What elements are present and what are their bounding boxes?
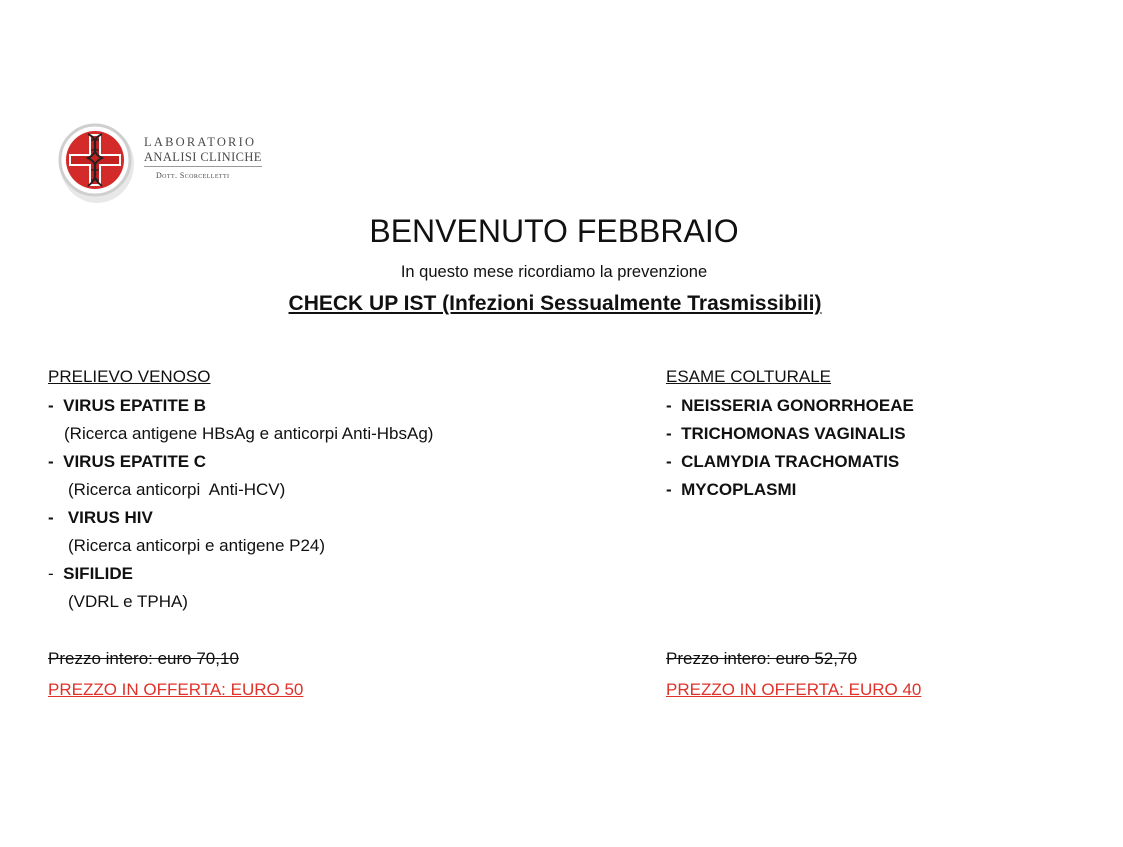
item-name: VIRUS EPATITE B	[63, 396, 207, 415]
item-name: TRICHOMONAS VAGINALIS	[681, 424, 906, 443]
left-item-1	[48, 396, 206, 416]
item-dash: -	[48, 452, 54, 471]
lab-logo	[58, 120, 278, 210]
lab-logo-text	[144, 135, 262, 180]
section-heading-colturale: ESAME COLTURALE	[666, 367, 832, 386]
right-item-2	[666, 424, 906, 444]
item-dash: -	[666, 480, 672, 499]
item-name: CLAMYDIA TRACHOMATIS	[681, 452, 900, 471]
item-name: SIFILIDE	[63, 564, 134, 583]
item-name: MYCOPLASMI	[681, 480, 797, 499]
page-title: BENVENUTO FEBBRAIO	[369, 213, 739, 249]
page-subtitle: In questo mese ricordiamo la prevenzione	[400, 263, 708, 281]
left-offer-price: PREZZO IN OFFERTA: EURO 50	[48, 680, 304, 699]
item-dash: -	[48, 564, 54, 583]
item-name: VIRUS HIV	[67, 508, 153, 527]
left-item-3-detail: (Ricerca anticorpi e antigene P24)	[68, 536, 326, 555]
item-dash: -	[666, 452, 672, 471]
item-dash: -	[48, 396, 54, 415]
left-item-3	[48, 508, 153, 528]
right-offer-price: PREZZO IN OFFERTA: EURO 40	[666, 680, 922, 699]
item-name: VIRUS EPATITE C	[63, 452, 207, 471]
left-item-4	[48, 564, 133, 584]
logo-line-laboratorio: LABORATORIO	[144, 135, 257, 149]
item-dash: -	[48, 508, 54, 527]
left-item-2-detail: (Ricerca anticorpi Anti-HCV)	[68, 480, 286, 499]
right-full-price: Prezzo intero: euro 52,70	[666, 649, 857, 668]
left-item-4-detail: (VDRL e TPHA)	[68, 592, 188, 611]
section-heading-prelievo: PRELIEVO VENOSO	[48, 367, 211, 386]
right-item-3	[666, 452, 899, 472]
item-dash: -	[666, 424, 672, 443]
left-item-2	[48, 452, 206, 472]
right-item-1	[666, 396, 914, 416]
item-name: NEISSERIA GONORRHOEAE	[681, 396, 914, 415]
item-dash: -	[666, 396, 672, 415]
logo-line-analisi: ANALISI CLINICHE	[144, 150, 262, 167]
logo-line-doctor: Dott. Scorcelletti	[156, 171, 230, 180]
left-full-price: Prezzo intero: euro 70,10	[48, 649, 239, 668]
lab-logo-icon	[58, 120, 136, 204]
right-item-4	[666, 480, 796, 500]
left-item-1-detail: (Ricerca antigene HBsAg e anticorpi Anti-HbsAg)	[64, 424, 434, 443]
checkup-headline: CHECK UP IST (Infezioni Sessualmente Trasmissibili)	[288, 292, 822, 315]
